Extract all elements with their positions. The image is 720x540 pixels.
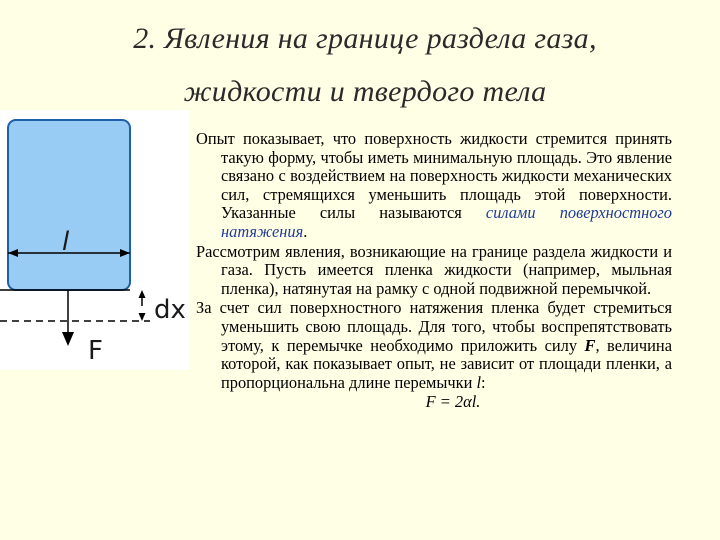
p3-end: : [481, 372, 486, 392]
force-symbol: F [584, 335, 596, 355]
length-label: l [62, 227, 70, 257]
p3-mid: , величина которой, как показывает опыт, не зависит от площади пленки, а пропорциональна длине перемычки [221, 335, 672, 392]
p1-main: Опыт показывает, что поверхность жидкости стремится принять такую форму, чтобы иметь минимальную площадь. Это явление связано с воздействием на поверхность жидкости механических сил, стремящихся уменьшить площадь этой поверхности. Указанные силы называются [196, 129, 672, 223]
slide-title-line-2: жидкости и твердого тела [183, 75, 547, 108]
liquid-film [8, 120, 130, 290]
dx-label: dx [154, 295, 186, 325]
length-symbol: l [476, 372, 482, 392]
slide-body [196, 130, 672, 412]
formula: F = 2αl. [425, 392, 481, 412]
p3-start: За счет сил поверхностного натяжения пленка будет стремиться уменьшить свою площадь. Для того, чтобы воспрепятствовать этому, к перемычке необходимо приложить силу [196, 298, 672, 355]
paragraph-3 [196, 299, 672, 392]
force-label: F [88, 336, 103, 366]
slide-title-line-1: 2. Явления на границе раздела газа, [133, 22, 597, 55]
paragraph-2: Рассмотрим явления, возникающие на границе раздела жидкости и газа. Пусть имеется пленка жидкости (например, мыльная пленка), натянутая на рамку с одной подвижной перемычкой. [196, 241, 672, 298]
film-frame-diagram [0, 110, 190, 370]
surface-tension-term: силами поверхностного натяжения [221, 203, 673, 241]
paragraph-1 [196, 130, 672, 242]
p1-end: . [303, 221, 308, 241]
